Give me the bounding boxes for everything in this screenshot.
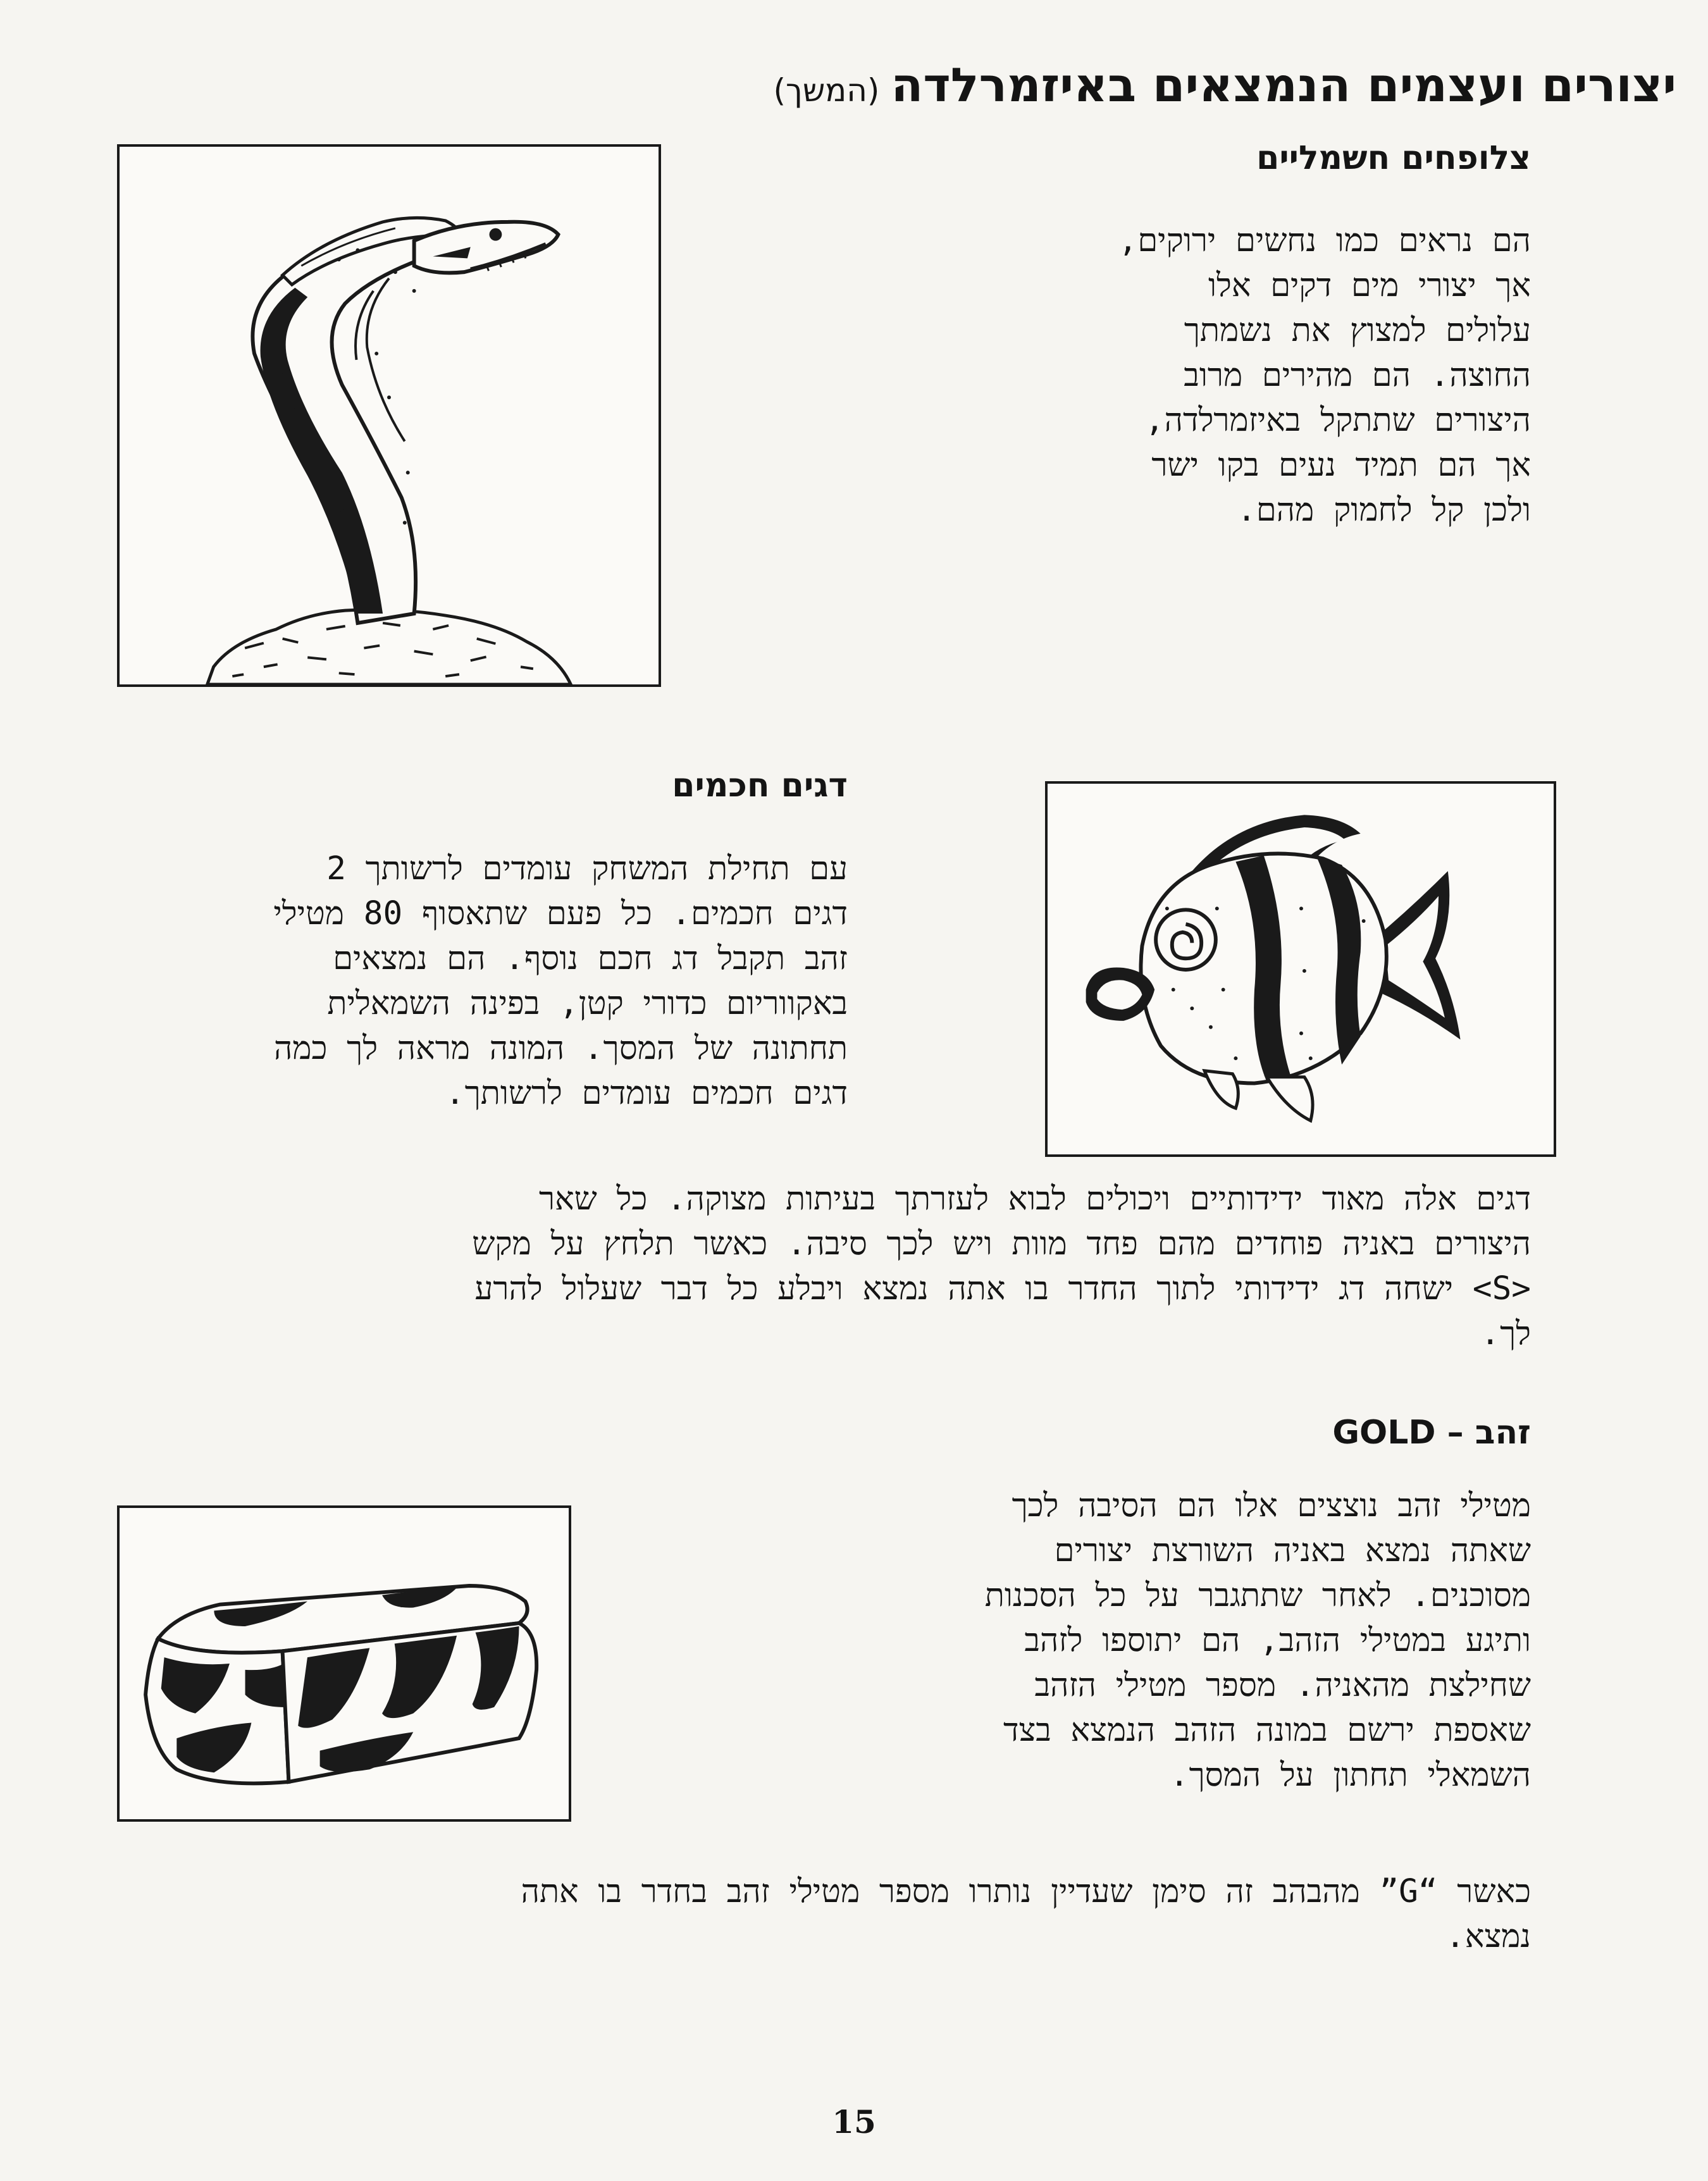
gold-line: ותיגע במטילי הזהב, הם יתוספו לזהב	[1024, 1622, 1531, 1659]
gold-line: שחילצת מהאניה. מספר מטילי הזהב	[1034, 1667, 1531, 1704]
wise-fish-heading: דגים חכמים	[672, 767, 848, 805]
eels-line: היצורים שתתקל באיזמרלדה,	[1144, 402, 1531, 439]
page-title-text: יצורים ועצמים הנמצאים באיזמרלדה	[891, 58, 1676, 113]
wise-fish-full-line: דגים אלה מאוד ידידותיים ויכולים לבוא לעזרתך בעיתות מצוקה. כל שאר	[539, 1180, 1531, 1218]
fish-illustration	[1045, 781, 1556, 1157]
gold-bar-illustration	[117, 1505, 571, 1822]
gold-line: מסוכנים. לאחר שתתגבר על כל הסכנות	[984, 1577, 1531, 1614]
gold-full-line: כאשר “G” מהבהב זה סימן שעדיין נותרו מספר מטילי זהב בחדר בו אתה	[521, 1873, 1531, 1910]
wise-fish-line: באקווריום כדורי קטן, בפינה השמאלית	[327, 985, 848, 1022]
page-title-note: (המשך)	[773, 72, 880, 109]
wise-fish-full-line: <S> ישחה דג ידידותי לתוך החדר בו אתה נמצא ויבלע כל דבר שעלול להרע	[474, 1270, 1531, 1307]
eels-line: אך יצורי מים דקים אלו	[1208, 267, 1531, 304]
page-number: 15	[832, 2103, 876, 2141]
wise-fish-line: זהב תקבל דג חכם נוסף. הם נמצאים	[333, 940, 848, 977]
eels-paragraph	[943, 218, 1531, 533]
eel-illustration	[117, 144, 661, 687]
page-title	[569, 47, 1676, 123]
wise-fish-line: תחתונה של המסך. המונה מראה לך כמה	[273, 1030, 848, 1067]
gold-line: שאתה נמצא באניה השורצת יצורים	[1054, 1532, 1531, 1569]
gold-line: מטילי זהב נוצצים אלו הם הסיבה לכך	[1012, 1487, 1531, 1524]
eels-line: הם נראים כמו נחשים ירוקים,	[1118, 222, 1531, 259]
wise-fish-line: עם תחילת המשחק עומדים לרשותך 2	[326, 850, 848, 887]
wise-fish-line: דגים חכמים עומדים לרשותך.	[445, 1075, 848, 1112]
wise-fish-line: דגים חכמים. כל פעם שתאסוף 80 מטילי	[273, 895, 848, 932]
gold-bar-icon	[120, 1508, 569, 1819]
gold-full-paragraph	[108, 1869, 1531, 1959]
gold-full-line: נמצא.	[1445, 1918, 1531, 1955]
wise-fish-paragraph	[108, 846, 848, 1116]
eels-line: ולכן קל לחמוק מהם.	[1237, 491, 1531, 529]
wise-fish-full-paragraph	[108, 1177, 1531, 1356]
gold-paragraph	[709, 1483, 1531, 1798]
gold-heading: זהב – GOLD	[1332, 1414, 1531, 1452]
wise-fish-full-line: היצורים באניה פוחדים מהם פחד מוות ויש לכך סיבה. כאשר תלחץ על מקש	[472, 1225, 1531, 1263]
gold-line: השמאלי תחתון על המסך.	[1169, 1757, 1531, 1794]
eels-heading: צלופחים חשמליים	[1256, 139, 1531, 177]
eels-line: עלולים למצוץ את נשמתך	[1184, 312, 1531, 349]
fish-icon	[1048, 784, 1554, 1154]
eels-line: אך הם תמיד נעים בקו ישר	[1151, 447, 1531, 484]
gold-line: שאספת ירשם במונה הזהב הנמצא בצד	[1003, 1712, 1531, 1749]
eel-icon	[120, 147, 659, 684]
wise-fish-full-line: לך.	[1480, 1315, 1531, 1352]
eels-line: החוצה. הם מהירים מרוב	[1184, 357, 1531, 394]
